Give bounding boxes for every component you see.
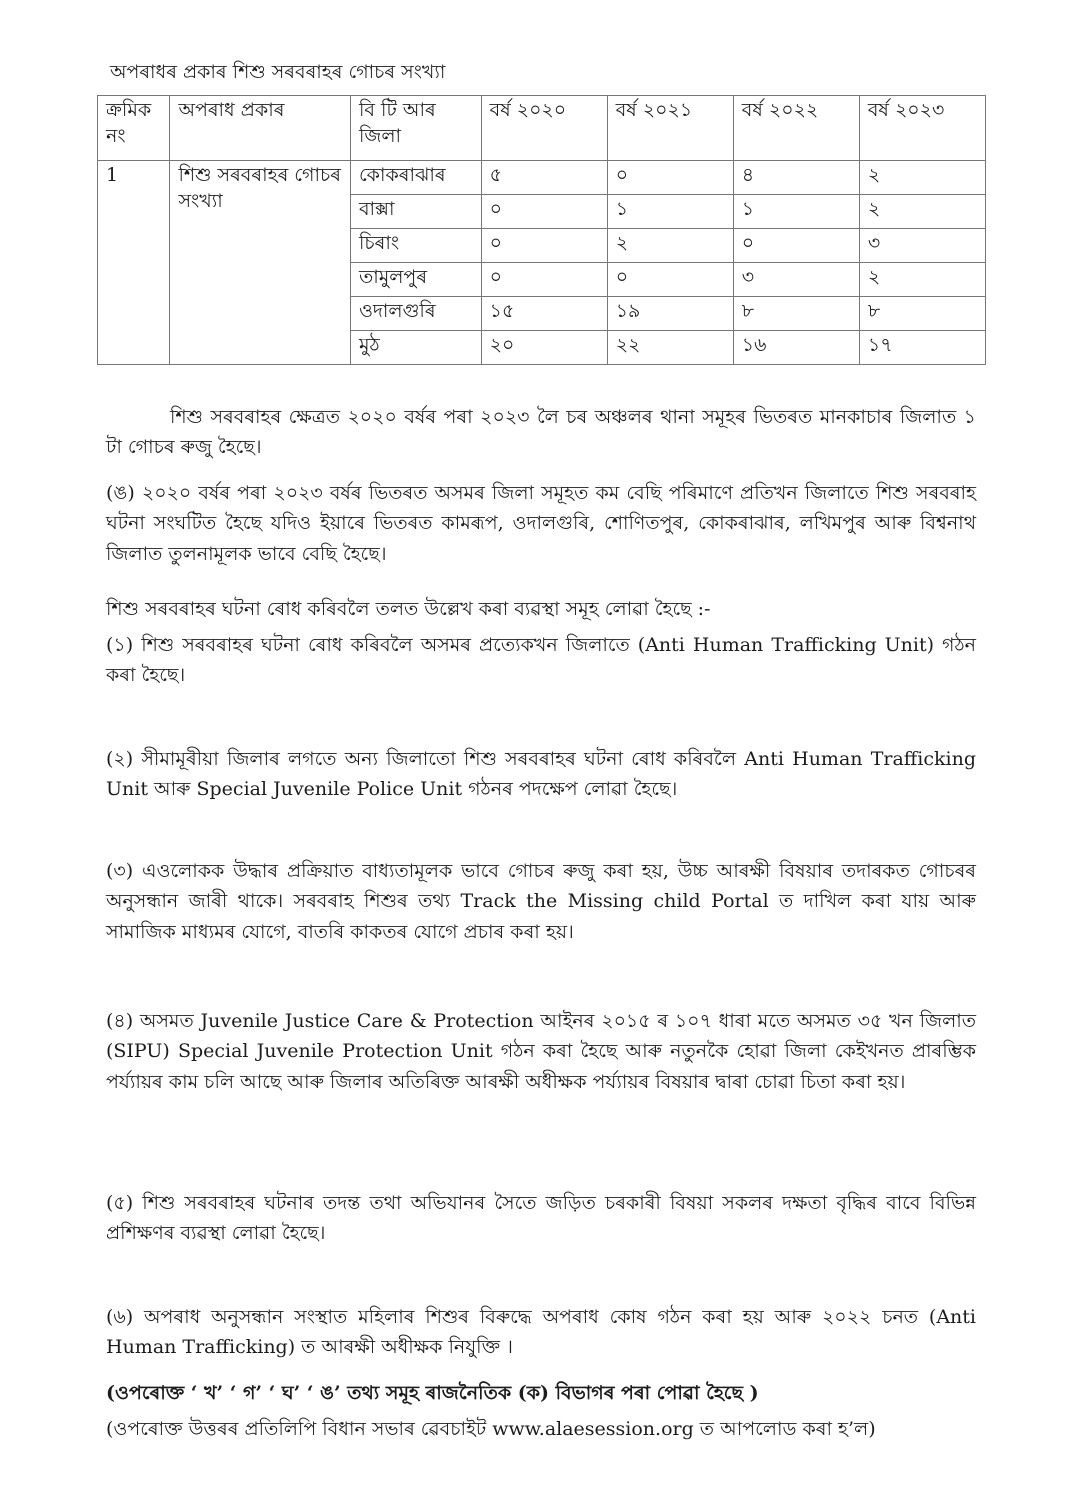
value-cell: ২ xyxy=(859,195,985,229)
header-year-2021: বৰ্ষ ২০২১ xyxy=(607,96,733,161)
table-header-row xyxy=(98,96,986,161)
value-cell: ৪ xyxy=(733,161,859,195)
value-cell: ৫ xyxy=(481,161,607,195)
district-cell: কোকৰাঝাৰ xyxy=(350,161,481,195)
value-cell: ১ xyxy=(733,195,859,229)
measure-5: (৫) শিশু সৰবৰাহৰ ঘটনাৰ তদন্ত তথা অভিযানৰ সৈতে জড়িত চৰকাৰী বিষয়া সকলৰ দক্ষতা বৃদ্ধিৰ বাবে বিভিন্ন প্ৰশিক্ষণৰ ব্যৱস্থা লোৱা হৈছে। xyxy=(106,1192,976,1245)
value-cell: ০ xyxy=(733,229,859,263)
value-cell: ১৫ xyxy=(481,297,607,331)
value-cell: ২ xyxy=(859,263,985,297)
value-cell: ০ xyxy=(481,263,607,297)
upload-note: (ওপৰোক্ত উত্তৰৰ প্ৰতিলিপি বিধান সভাৰ ৱেবচাইট www.alaesession.org ত আপলোড কৰা হ’ল) xyxy=(106,1418,876,1440)
measure-4: (৪) অসমত Juvenile Justice Care & Protection আইনৰ ২০১৫ ৰ ১০৭ ধাৰা মতে অসমত ৩৫ খন জিলাত (SIPU) Special Juvenile Protection Unit গঠন কৰা হৈছে আৰু নতুনকৈ হোৱা জিলা কেইখনত প্ৰাৰম্ভিক পৰ্য্যায়ৰ কাম চলি আছে আৰু জিলাৰ অতিৰিক্ত আৰক্ষী অধীক্ষক পৰ্য্যায়ৰ বিষয়াৰ দ্বাৰা চোৱা চিতা কৰা হয়। xyxy=(106,1010,976,1093)
table-title: অপৰাধৰ প্ৰকাৰ শিশু সৰবৰাহৰ গোচৰ সংখ্যা xyxy=(110,61,446,83)
header-year-2023: বৰ্ষ ২০২৩ xyxy=(859,96,985,161)
value-cell: ১৭ xyxy=(859,331,985,365)
header-year-2022: বৰ্ষ ২০২২ xyxy=(733,96,859,161)
value-cell: ২০ xyxy=(481,331,607,365)
value-cell: ৩ xyxy=(859,229,985,263)
district-cell: মুঠ xyxy=(350,331,481,365)
measure-3: (৩) এওলোকক উদ্ধাৰ প্ৰক্ৰিয়াত বাধ্যতামূলক ভাবে গোচৰ ৰুজু কৰা হয়, উচ্চ আৰক্ষী বিষয়াৰ তদাৰকত গোচৰৰ অনুসন্ধান জাৰী থাকে। সৰবৰাহ শিশুৰ তথ্য Track the Missing child Portal ত দাখিল কৰা যায় আৰু সামাজিক মাধ্যমৰ যোগে, বাতৰি কাকতৰ যোগে প্ৰচাৰ কৰা হয়। xyxy=(106,860,976,943)
district-cell: চিৰাং xyxy=(350,229,481,263)
value-cell: ০ xyxy=(481,229,607,263)
value-cell: ০ xyxy=(481,195,607,229)
header-crime-type: অপৰাধ প্ৰকাৰ xyxy=(170,96,350,161)
district-cell: তামুলপুৰ xyxy=(350,263,481,297)
serial-cell: 1 xyxy=(98,161,170,365)
trafficking-cases-table xyxy=(97,95,986,365)
value-cell: ২ xyxy=(607,229,733,263)
value-cell: ০ xyxy=(607,161,733,195)
value-cell: ১ xyxy=(607,195,733,229)
source-note: (ওপৰোক্ত ‘ খ’ ‘ গ’ ‘ ঘ’ ‘ ঙ’ তথ্য সমূহ ৰাজনৈতিক (ক) বিভাগৰ পৰা পোৱা হৈছে ) xyxy=(106,1382,759,1404)
value-cell: ১৯ xyxy=(607,297,733,331)
header-district: বি টি আৰ জিলা xyxy=(350,96,481,161)
header-serial: ক্ৰমিক নং xyxy=(98,96,170,161)
value-cell: ৩ xyxy=(733,263,859,297)
measure-6: (৬) অপৰাধ অনুসন্ধান সংস্থাত মহিলাৰ শিশুৰ বিৰুদ্ধে অপৰাধ কোষ গঠন কৰা হয় আৰু ২০২২ চনত (Anti Human Trafficking) ত আৰক্ষী অধীক্ষক নিযুক্তি । xyxy=(106,1306,976,1359)
value-cell: ৮ xyxy=(733,297,859,331)
value-cell: ২২ xyxy=(607,331,733,365)
district-cell: বাক্সা xyxy=(350,195,481,229)
measure-2: (২) সীমামূৰীয়া জিলাৰ লগতে অন্য জিলাতো শিশু সৰবৰাহৰ ঘটনা ৰোধ কৰিবলৈ Anti Human Trafficking Unit আৰু Special Juvenile Police Unit গঠনৰ পদক্ষেপ লোৱা হৈছে। xyxy=(106,748,976,801)
value-cell: ৮ xyxy=(859,297,985,331)
char-area-paragraph: শিশু সৰবৰাহৰ ক্ষেত্ৰত ২০২০ বৰ্ষৰ পৰা ২০২৩ লৈ চৰ অঞ্চলৰ থানা সমূহৰ ভিতৰত মানকাচাৰ জিলাত ১ টা গোচৰ ৰুজু হৈছে। xyxy=(106,406,976,459)
value-cell: ১৬ xyxy=(733,331,859,365)
paragraph-uma: (ঙ) ২০২০ বৰ্ষৰ পৰা ২০২৩ বৰ্ষৰ ভিতৰত অসমৰ জিলা সমূহত কম বেছি পৰিমাণে প্ৰতিখন জিলাতে শিশু সৰবৰাহ ঘটনা সংঘটিত হৈছে যদিও ইয়াৰে ভিতৰত কামৰূপ, ওদালগুৰি, শোণিতপুৰ, কোকৰাঝাৰ, লখিমপুৰ আৰু বিশ্বনাথ জিলাত তুলনামূলক ভাবে বেছি হৈছে। xyxy=(106,482,976,565)
table-row xyxy=(98,161,986,195)
measures-intro: শিশু সৰবৰাহৰ ঘটনা ৰোধ কৰিবলৈ তলত উল্লেখ কৰা ব্যৱস্থা সমূহ লোৱা হৈছে :- xyxy=(106,598,711,620)
crime-type-cell: শিশু সৰবৰাহৰ গোচৰ সংখ্যা xyxy=(170,161,350,365)
value-cell: ০ xyxy=(607,263,733,297)
value-cell: ২ xyxy=(859,161,985,195)
header-year-2020: বৰ্ষ ২০২০ xyxy=(481,96,607,161)
district-cell: ওদালগুৰি xyxy=(350,297,481,331)
measure-1: (১) শিশু সৰবৰাহৰ ঘটনা ৰোধ কৰিবলৈ অসমৰ প্ৰত্যেকখন জিলাতে (Anti Human Trafficking Unit) গঠন কৰা হৈছে। xyxy=(106,634,976,687)
